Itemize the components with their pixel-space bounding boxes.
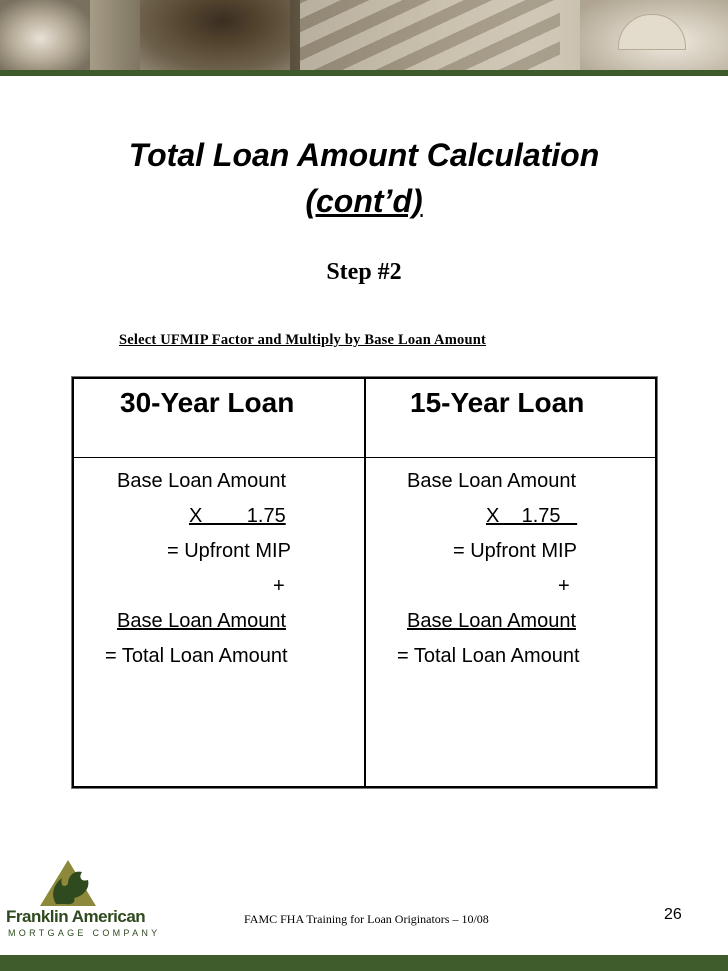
left-base-loan-amount-2: Base Loan Amount — [117, 610, 287, 632]
right-base-loan-amount-2: Base Loan Amount — [407, 610, 577, 632]
slide-title-line1: Total Loan Amount Calculation — [128, 137, 600, 173]
slide-title-line2: (cont’d) — [305, 183, 423, 219]
right-upfront-mip: = Upfront MIP — [453, 540, 577, 562]
table-header-divider — [74, 457, 655, 458]
left-plus-sign: + — [273, 575, 285, 597]
right-base-loan-amount: Base Loan Amount — [407, 470, 577, 492]
left-upfront-mip: = Upfront MIP — [167, 540, 291, 562]
banner-photo-flag — [300, 0, 560, 70]
footer-bar — [0, 955, 728, 971]
header-30-year: 30-Year Loan — [120, 387, 295, 418]
tree-triangle-icon — [6, 858, 130, 908]
logo-company-name: Franklin American — [6, 907, 146, 926]
banner-photo-person-center — [140, 0, 290, 70]
step-heading: Step #2 — [326, 259, 402, 285]
left-base-loan-amount: Base Loan Amount — [117, 470, 287, 492]
header-photo-banner — [0, 0, 728, 70]
logo-company-subtitle: MORTGAGE COMPANY — [8, 928, 161, 938]
left-multiplier: X 1.75 — [189, 505, 286, 527]
page-number: 26 — [664, 906, 682, 923]
loan-comparison-table — [72, 377, 657, 788]
franklin-american-logo — [6, 858, 161, 943]
header-15-year: 15-Year Loan — [410, 387, 585, 418]
banner-photo-person-left — [0, 0, 90, 70]
instruction-text: Select UFMIP Factor and Multiply by Base Loan Amount — [119, 332, 487, 348]
left-total-loan-amount: = Total Loan Amount — [105, 645, 288, 667]
footer-text: FAMC FHA Training for Loan Originators – 10/08 — [244, 912, 489, 926]
table-column-divider — [364, 379, 366, 786]
banner-photo-capitol-dome — [580, 0, 728, 70]
right-plus-sign: + — [558, 575, 570, 597]
right-multiplier: X 1.75 — [486, 505, 578, 527]
right-total-loan-amount: = Total Loan Amount — [397, 645, 580, 667]
header-divider — [0, 70, 728, 76]
